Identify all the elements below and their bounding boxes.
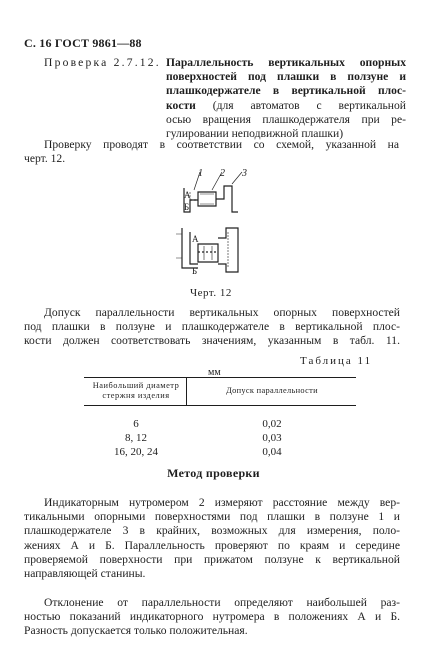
- marker-a: А: [184, 190, 191, 200]
- section-heading: Метод проверки: [167, 466, 260, 480]
- paragraph-line: под плашки в ползуне и плашкодержателе в вертикальной плос-: [24, 320, 400, 334]
- paragraph-line: Допуск параллельности вертикальных опорных поверхностей: [44, 306, 400, 319]
- check-title-line: поверхностей под плашки в ползуне и: [166, 70, 406, 84]
- callout-1: 1: [198, 168, 203, 179]
- check-title-last: кости: [166, 98, 196, 112]
- table-column-divider: [186, 378, 187, 405]
- check-description: [166, 99, 406, 142]
- check-title-line: плашкодержателе в вертикальной плос-: [166, 84, 406, 98]
- check-desc-line: гулировании неподвижной плашки): [166, 127, 344, 140]
- table-label: Таблица 11: [300, 355, 373, 367]
- table-header-diameter: Наибольший диаметр стержня изделия: [92, 381, 180, 400]
- table-cell-tolerance: 0,03: [262, 432, 282, 444]
- paragraph-line: Разность допускается только положительная.: [24, 624, 248, 638]
- paragraph-scheme: [24, 138, 399, 166]
- table-cell-tolerance: 0,02: [262, 418, 282, 430]
- paragraph-line: плашкодержателе 3 в крайних, возможных для измерения, поло-: [24, 524, 400, 538]
- table-cell-diameter: 16, 20, 24: [114, 446, 158, 458]
- scheme-drawing: [168, 168, 260, 286]
- table-top-rule: [84, 377, 356, 378]
- callout-2: 2: [220, 168, 225, 179]
- paragraph-line: Индикаторным нутромером 2 измеряют расстояние между вер-: [44, 496, 400, 509]
- marker-b: Б: [184, 202, 190, 212]
- marker-b: Б: [192, 266, 198, 276]
- table-header-tolerance: Допуск параллельности: [226, 386, 318, 395]
- table-cell-diameter: 8, 12: [125, 432, 147, 444]
- table-unit: мм: [208, 367, 221, 378]
- paragraph-line: жениях А и Б. Параллельность проверяют по краям и середине: [24, 538, 400, 552]
- figure-caption: Черт. 12: [190, 287, 232, 299]
- marker-a: А: [192, 234, 199, 244]
- page-header: С. 16 ГОСТ 9861—88: [24, 36, 142, 50]
- paragraph-line: направляющей станины.: [24, 567, 146, 581]
- check-title: [166, 56, 406, 99]
- check-title-line: Параллельность вертикальных опорных: [166, 56, 406, 69]
- paragraph-tolerance: [24, 306, 400, 349]
- check-desc-first: (для автоматов с вертикальной: [212, 98, 406, 112]
- paragraph-line: проверяемой поверхности при прижатом ползуне к вертикальной: [24, 552, 400, 566]
- paragraph-line: кости должен соответствовать значениям, указанным в табл. 11.: [24, 334, 400, 348]
- paragraph-line: тикальными опорными поверхностями под плашки в ползуне 1 и: [24, 510, 400, 524]
- paragraph-method: [24, 496, 400, 581]
- check-label: Проверка 2.7.12.: [44, 56, 161, 69]
- paragraph-line: черт. 12.: [24, 152, 66, 166]
- check-desc-line: осью вращения плашкодержателя при ре-: [166, 112, 406, 126]
- table-cell-tolerance: 0,04: [262, 446, 282, 458]
- table-header-rule: [84, 405, 356, 406]
- paragraph-line: Проверку проводят в соответствии со схемой, указанной на: [44, 138, 399, 151]
- table-cell-diameter: 6: [133, 418, 139, 430]
- paragraph-line: ностью показаний индикаторного нутромера в положениях А и Б.: [24, 610, 400, 624]
- paragraph-line: Отклонение от параллельности определяют наибольшей раз-: [44, 596, 400, 609]
- paragraph-deviation: [24, 596, 400, 639]
- callout-3: 3: [242, 168, 247, 179]
